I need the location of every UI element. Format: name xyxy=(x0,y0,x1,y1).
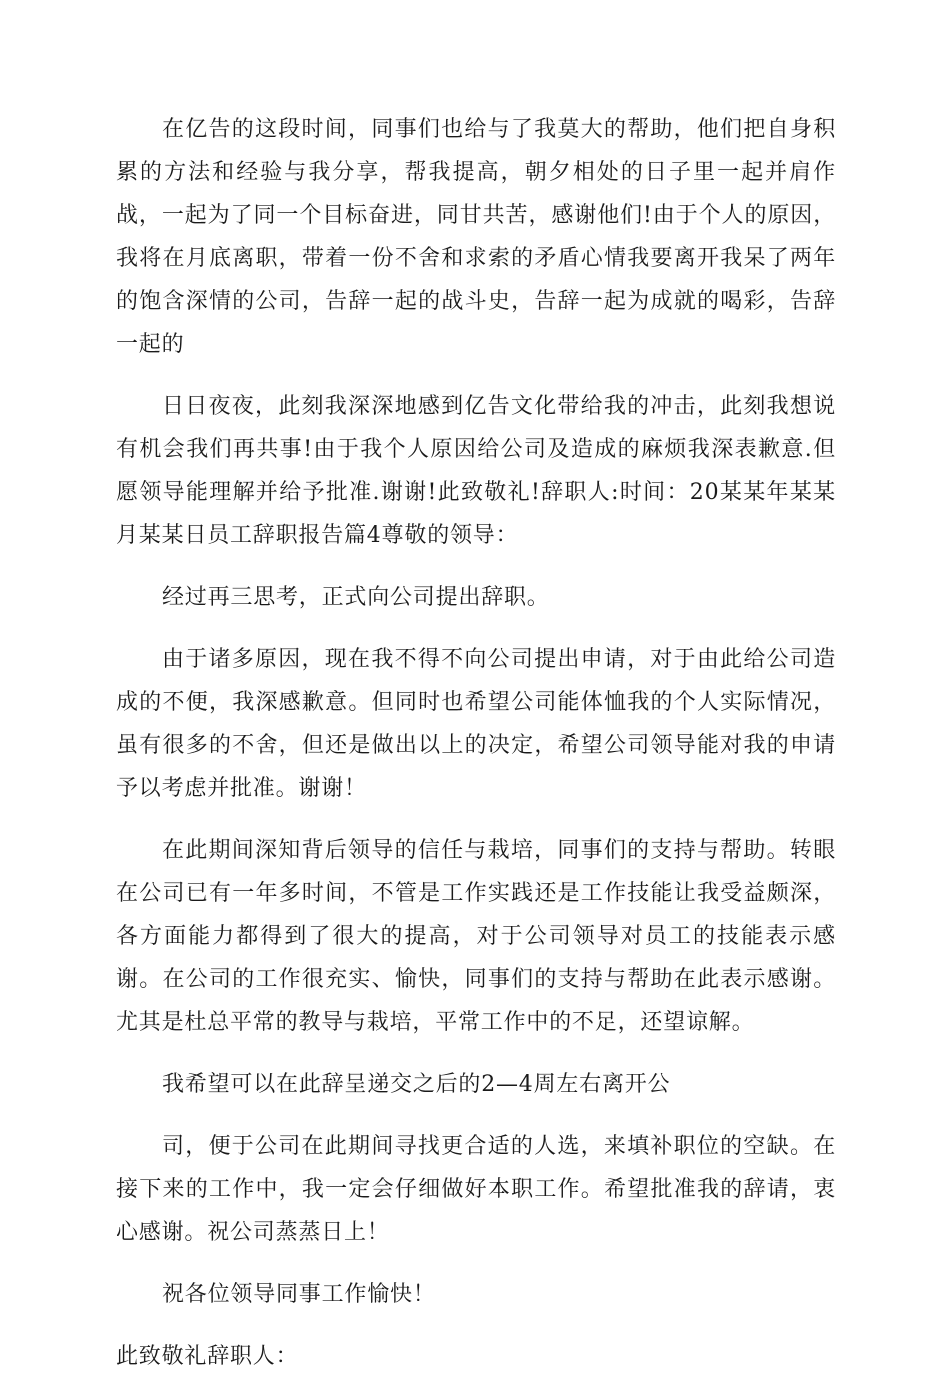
paragraph-8: 祝各位领导同事工作愉快！ xyxy=(162,1282,436,1307)
paragraph-5: 在此期间深知背后领导的信任与栽培，同事们的支持与帮助。转眼在公司已有一年多时间，不管是工作实践还是工作技能让我受益颇深，各方面能力都得到了很大的提高，对于公司领导对员工的技能表示感谢。在公司的工作很充实、愉快，同事们的支持与帮助在此表示感谢。尤其是杜总平常的教导与栽培，平常工作中的不足，还望谅解。 xyxy=(116,838,836,1035)
paragraph-7: 司，便于公司在此期间寻找更合适的人选，来填补职位的空缺。在接下来的工作中，我一定会仔细做好本职工作。希望批准我的辞请，衷心感谢。祝公司蒸蒸日上！ xyxy=(116,1134,836,1245)
paragraph-2: 日日夜夜，此刻我深深地感到亿告文化带给我的冲击，此刻我想说有机会我们再共事!由于我个人原因给公司及造成的麻烦我深表歉意.但愿领导能理解并给予批准.谢谢!此致敬礼!辞职人:时间：20某某年某某月某某日员工辞职报告篇4尊敬的领导： xyxy=(116,394,836,548)
closing-signature: 此致敬礼辞职人： xyxy=(116,1344,299,1369)
paragraph-6: 我希望可以在此辞呈递交之后的2—4周左右离开公 xyxy=(162,1072,671,1097)
paragraph-3: 经过再三思考，正式向公司提出辞职。 xyxy=(162,585,550,610)
paragraph-1: 在亿告的这段时间，同事们也给与了我莫大的帮助，他们把自身积累的方法和经验与我分享，帮我提高，朝夕相处的日子里一起并肩作战，一起为了同一个目标奋进，同甘共苦，感谢他们!由于个人的原因，我将在月底离职，带着一份不舍和求索的矛盾心情我要离开我呆了两年的饱含深情的公司，告辞一起的战斗史，告辞一起为成就的喝彩，告辞一起的 xyxy=(116,117,836,357)
paragraph-4: 由于诸多原因，现在我不得不向公司提出申请，对于由此给公司造成的不便，我深感歉意。但同时也希望公司能体恤我的个人实际情况，虽有很多的不舍，但还是做出以上的决定，希望公司领导能对我的申请予以考虑并批准。谢谢！ xyxy=(116,647,836,801)
document-body xyxy=(116,108,836,1397)
